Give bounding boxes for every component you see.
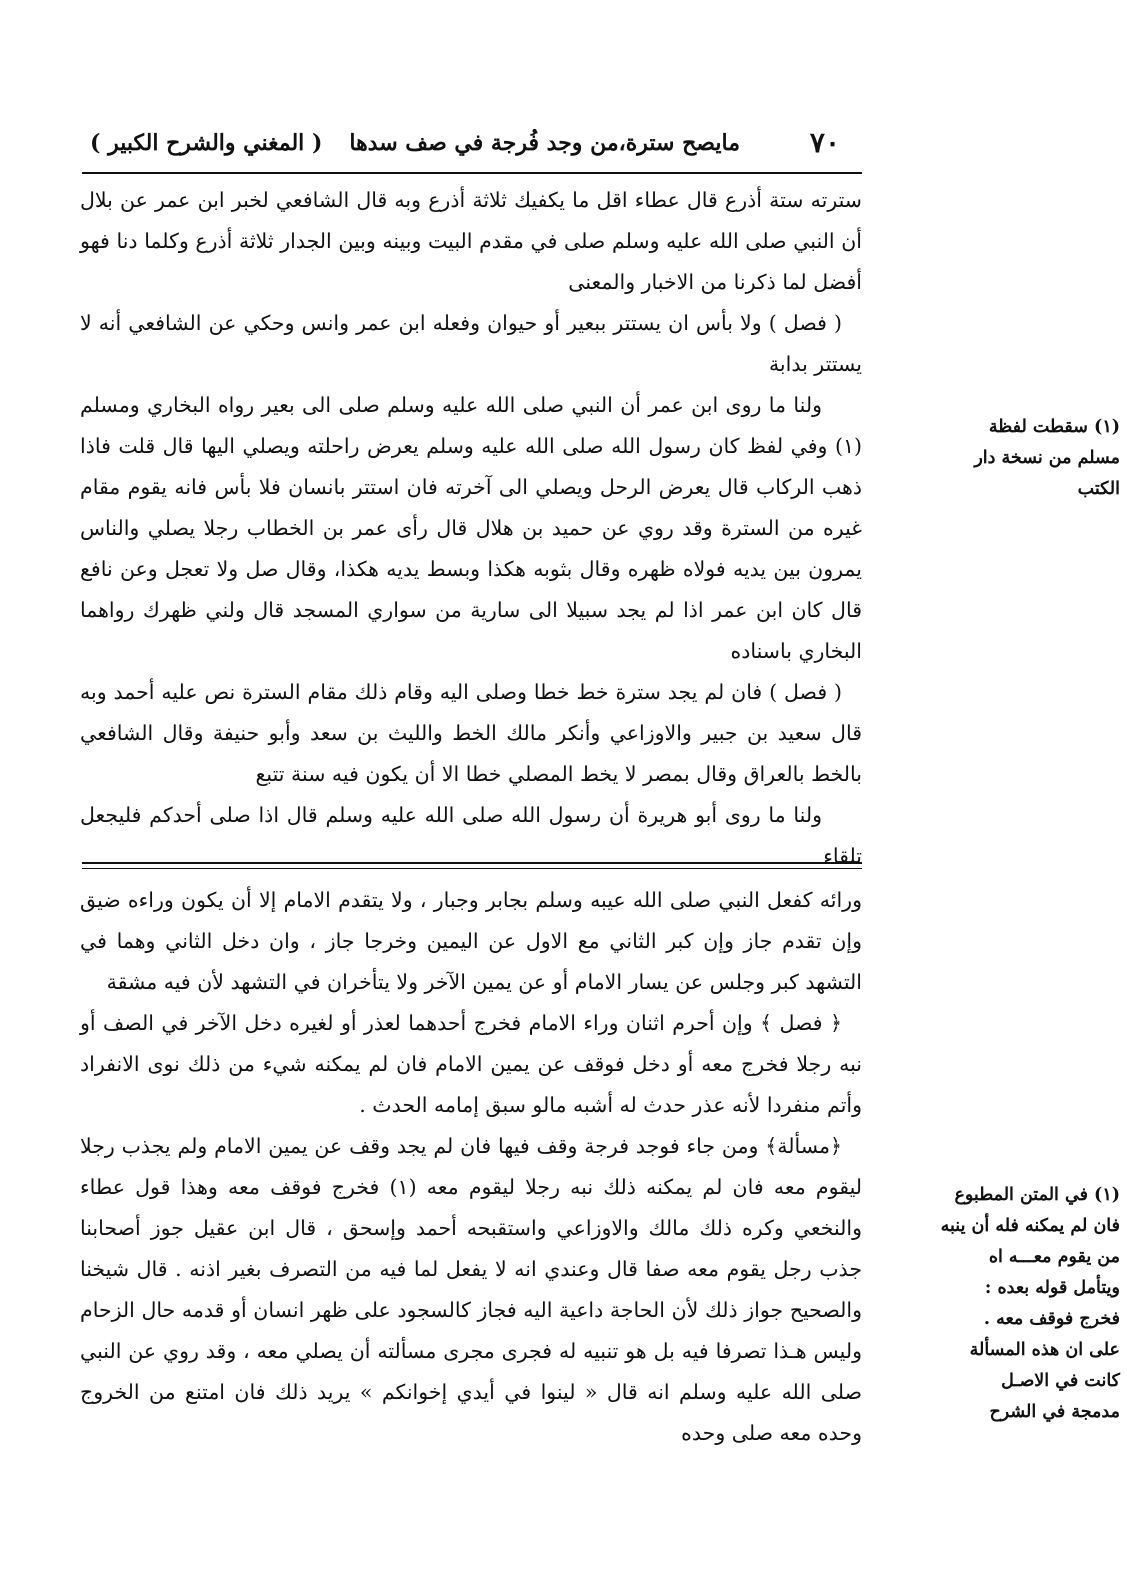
side-note-line: (١) سقطت لفظة <box>988 417 1120 437</box>
running-title: مايصح سترة،من وجد فُرجة في صف سدها <box>349 130 740 156</box>
side-note <box>870 1180 1120 1428</box>
section-divider <box>82 868 862 869</box>
main-text <box>80 180 862 877</box>
header-rule <box>82 172 862 174</box>
side-note-line: ويتأمل قوله بعده : <box>984 1278 1120 1298</box>
side-note-line: فان لم يمكنه فله أن ينبه <box>940 1216 1120 1236</box>
page-header <box>90 126 850 166</box>
side-note-line: مسلم من نسخة دار <box>974 448 1120 468</box>
main-paragraph: سترته ستة أذرع قال عطاء اقل ما يكفيك ثلاثة أذرع وبه قال الشافعي لخبر ابن عمر عن بلال أن النبي صلى الله عليه وسلم صلى في مقدم البيت وبينه وبين الجدار ثلاثة أذرع وكلما دنا فهو أفضل لما ذكرنا من الاخبار والمعنى <box>80 188 862 294</box>
side-note-line: مدمجة في الشرح <box>989 1402 1120 1422</box>
book-title: ( المغني والشرح الكبير ) <box>90 130 323 156</box>
commentary-paragraph: ﴿مسألة﴾ ومن جاء فوجد فرجة وقف فيها فان لم يجد وقف عن يمين الامام ولم يجذب رجلا ليقوم معه فان لم يمكنه ذلك نبه رجلا ليقوم معه (١) فخرج فوقف معه وهذا قول عطاء والنخعي وكره ذلك مالك والاوزاعي واستقبحه أحمد وإسحق ، قال ابن عقيل جوز أصحابنا جذب رجل يقوم معه صفا قال وعندي انه لا يفعل لما فيه من التصرف بغير اذنه . قال شيخنا والصحيح جواز ذلك لأن الحاجة داعية اليه فجاز كالسجود على ظهر انسان أو قدمه حال الزحام وليس هـذا تصرفا فيه بل هو تنبيه له فجرى مجرى مسألته أن يصلي معه ، وقد روي عن النبي صلى الله عليه وسلم انه قال « لينوا في أيدي إخوانكم » يريد ذلك فان امتنع من الخروج وحده معه صلى وحده <box>80 1134 863 1445</box>
side-note-line: الكتب <box>1077 479 1120 499</box>
side-note-line: من يقوم معـــه اه <box>988 1247 1120 1267</box>
page-number: ٧٠ <box>809 126 840 159</box>
commentary-paragraph: ورائه كفعل النبي صلى الله عيبه وسلم بجابر وجبار ، ولا يتقدم الامام إلا أن يكون وراءه ضيق وإن تقدم جاز وإن كبر الثاني مع الاول عن اليمين وخرجا جاز ، وان دخل الثاني وهما في التشهد كبر وجلس عن يسار الامام أو عن يمين الآخر ولا يتأخران في التشهد لأن فيه مشقة <box>80 888 862 994</box>
side-note-line: على ان هذه المسألة <box>969 1340 1120 1360</box>
commentary-paragraph: ﴿ فصل ﴾ وإن أحرم اثنان وراء الامام فخرج أحدهما لعذر أو لغيره دخل الآخر في الصف أو نبه رجلا فخرج معه أو دخل فوقف عن يمين الامام فان لم يمكنه شيء من ذلك نوى الانفراد وأتم منفردا لأنه عذر حدث له أشبه مالو سبق إمامه الحدث . <box>80 1011 862 1117</box>
main-paragraph: ( فصل ) ولا بأس ان يستتر ببعير أو حيوان وفعله ابن عمر وانس وحكي عن الشافعي أنه لا يستتر بدابة <box>80 311 862 376</box>
side-note-line: فخرج فوقف معه . <box>983 1309 1120 1329</box>
section-divider <box>82 862 862 864</box>
main-paragraph: ( فصل ) فان لم يجد سترة خط خطا وصلى اليه وقام ذلك مقام السترة نص عليه أحمد وبه قال سعيد بن جبير والاوزاعي وأنكر مالك الخط والليث بن سعد وأبو حنيفة وقال الشافعي بالخط بالعراق وقال بمصر لا يخط المصلي خطا الا أن يكون فيه سنة تتبع <box>80 680 862 786</box>
commentary-text <box>80 880 862 1454</box>
main-paragraph: ولنا ما روى ابن عمر أن النبي صلى الله عليه وسلم صلى الى بعير رواه البخاري ومسلم (١) وفي لفظ كان رسول الله صلى الله عليه وسلم يعرض راحلته ويصلي اليها قال قلت فاذا ذهب الركاب قال يعرض الرحل ويصلي الى آخرته فان استتر بانسان فلا بأس فانه يقوم مقام غيره من السترة وقد روي عن حميد بن هلال قال رأى عمر بن الخطاب رجلا يصلي والناس يمرون بين يديه فولاه ظهره وقال بثوبه هكذا وبسط يديه هكذا، وقال صل ولا تعجل وعن نافع قال كان ابن عمر اذا لم يجد سبيلا الى سارية من سواري المسجد قال ولني ظهرك رواهما البخاري باسناده <box>80 393 862 663</box>
main-paragraph: ولنا ما روى أبو هريرة أن رسول الله صلى الله عليه وسلم قال اذا صلى أحدكم فليجعل تلقاء <box>80 803 862 868</box>
side-note-line: (١) في المتن المطبوع <box>954 1185 1120 1205</box>
side-note <box>870 412 1120 505</box>
side-note-line: كانت في الاصـل <box>1001 1371 1120 1391</box>
